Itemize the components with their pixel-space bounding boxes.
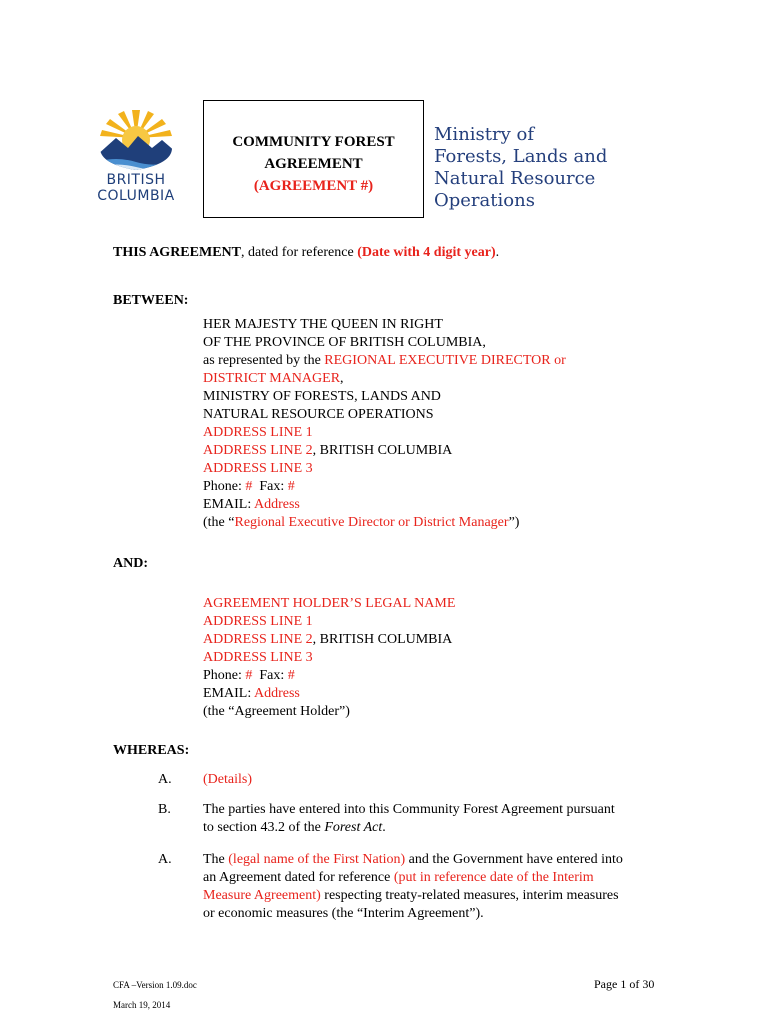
- recital-c-line4: or economic measures (the “Interim Agreement”).: [203, 906, 484, 921]
- between-address-province: , BRITISH COLUMBIA: [312, 443, 453, 458]
- between-email-label: EMAIL:: [203, 497, 254, 512]
- between-address-line2-placeholder: ADDRESS LINE 2: [203, 443, 313, 458]
- whereas-heading: WHEREAS:: [113, 743, 190, 758]
- holder-email: [203, 685, 300, 703]
- bc-logo: [86, 104, 186, 210]
- recital-a-text: (Details): [203, 772, 252, 787]
- holder-fax-value: #: [287, 668, 295, 683]
- recital-b-line2-text: to section 43.2 of the: [203, 820, 325, 835]
- between-phone-fax: [203, 478, 295, 496]
- recital-c-line1: [203, 851, 623, 869]
- holder-address-line2-placeholder: ADDRESS LINE 2: [203, 632, 313, 647]
- recital-b-line1: The parties have entered into this Community Forest Agreement pursuant: [203, 802, 615, 817]
- logo-text-line2: COLUMBIA: [97, 188, 175, 204]
- between-role-placeholder: REGIONAL EXECUTIVE DIRECTOR or: [324, 353, 566, 368]
- recital-b-label: B.: [158, 802, 171, 817]
- ministry-name: [434, 124, 684, 212]
- recital-c-date-placeholder: (put in reference date of the Interim: [393, 870, 594, 885]
- ministry-line1: Ministry of: [434, 124, 535, 145]
- holder-role-definition: (the “Agreement Holder”): [203, 704, 350, 719]
- logo-text-line1: BRITISH: [106, 172, 166, 188]
- recital-c-date-placeholder-2: Measure Agreement): [203, 888, 321, 903]
- between-email-value: Address: [253, 497, 300, 512]
- between-email: [203, 496, 300, 514]
- recital-c-line1-end: and the Government have entered into: [405, 852, 623, 867]
- between-fax-label: Fax:: [252, 479, 288, 494]
- between-role-placeholder-2: DISTRICT MANAGER: [203, 371, 341, 386]
- between-address-line1: ADDRESS LINE 1: [203, 425, 313, 440]
- between-phone-label: Phone:: [203, 479, 246, 494]
- recital-b-line2: [203, 819, 386, 837]
- holder-fax-label: Fax:: [252, 668, 288, 683]
- holder-address-province: , BRITISH COLUMBIA: [312, 632, 453, 647]
- between-role-name: Regional Executive Director or District Manager: [234, 515, 509, 530]
- recital-b-act-name: Forest Act: [324, 820, 383, 835]
- recital-c-first-nation-placeholder: (legal name of the First Nation): [228, 852, 406, 867]
- intro-text: , dated for reference: [240, 245, 358, 260]
- footer-page-number: Page 1 of 30: [594, 977, 655, 991]
- between-line4: [203, 370, 344, 388]
- intro-bold: THIS AGREEMENT: [113, 245, 241, 260]
- between-role-open: (the “: [203, 515, 235, 530]
- ministry-line2: Forests, Lands and: [434, 146, 608, 167]
- holder-address-line2: [203, 631, 452, 649]
- agreement-number: (AGREEMENT #): [253, 178, 374, 194]
- footer-date: March 19, 2014: [113, 1000, 171, 1010]
- between-phone-value: #: [245, 479, 253, 494]
- between-line1: HER MAJESTY THE QUEEN IN RIGHT: [203, 317, 443, 332]
- agreement-title-box: [203, 100, 424, 218]
- between-line6: NATURAL RESOURCE OPERATIONS: [203, 407, 434, 422]
- holder-address-line3: ADDRESS LINE 3: [203, 650, 313, 665]
- recital-c-label: A.: [158, 852, 172, 867]
- recital-a-label: A.: [158, 772, 172, 787]
- between-line2: OF THE PROVINCE OF BRITISH COLUMBIA,: [203, 335, 486, 350]
- title-line1: COMMUNITY FOREST: [232, 134, 395, 150]
- holder-phone-label: Phone:: [203, 668, 246, 683]
- ministry-line3: Natural Resource Operations: [434, 168, 596, 211]
- recital-c-line3: [203, 887, 619, 905]
- between-role-definition: [203, 514, 519, 532]
- title-line2: AGREEMENT: [264, 156, 363, 172]
- between-line5: MINISTRY OF FORESTS, LANDS AND: [203, 389, 441, 404]
- between-line4-comma: ,: [340, 371, 344, 386]
- between-line3-text: as represented by the: [203, 353, 325, 368]
- recital-c-line1-start: The: [203, 852, 229, 867]
- and-heading: AND:: [113, 556, 148, 571]
- footer-filename: CFA –Version 1.09.doc: [113, 980, 197, 990]
- holder-phone-fax: [203, 667, 295, 685]
- recital-b-line2-end: .: [382, 820, 386, 835]
- between-role-close: ”): [508, 515, 520, 530]
- holder-address-line1: ADDRESS LINE 1: [203, 614, 313, 629]
- recital-c-line2: [203, 869, 594, 887]
- holder-email-value: Address: [253, 686, 300, 701]
- intro-date-placeholder: (Date with 4 digit year): [357, 245, 496, 260]
- holder-legal-name: AGREEMENT HOLDER’S LEGAL NAME: [203, 596, 456, 611]
- holder-email-label: EMAIL:: [203, 686, 254, 701]
- recital-c-line3-end: respecting treaty-related measures, interim measures: [320, 888, 619, 903]
- between-line3: [203, 352, 566, 370]
- recital-c-line2-start: an Agreement dated for reference: [203, 870, 394, 885]
- between-address-line3: ADDRESS LINE 3: [203, 461, 313, 476]
- between-heading: BETWEEN:: [113, 293, 189, 308]
- between-fax-value: #: [287, 479, 295, 494]
- intro-paragraph: [113, 244, 499, 262]
- holder-phone-value: #: [245, 668, 253, 683]
- intro-end: .: [495, 245, 500, 260]
- between-address-line2: [203, 442, 452, 460]
